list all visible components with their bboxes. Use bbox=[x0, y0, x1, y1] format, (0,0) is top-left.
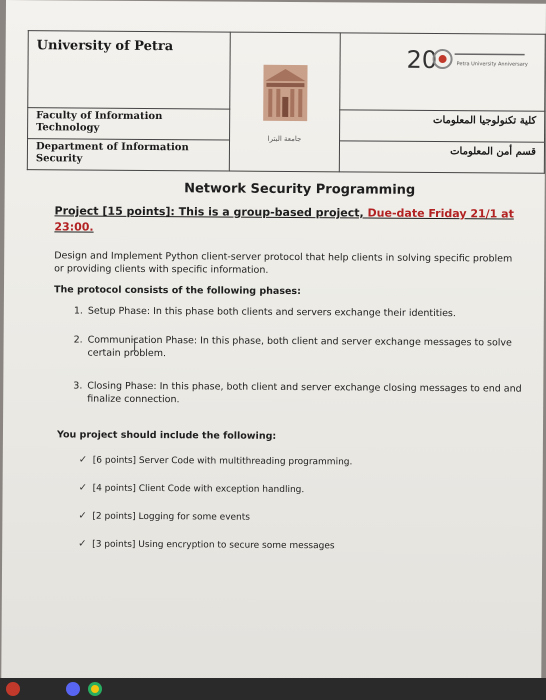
phase-text: Closing Phase: In this phase, both client and server exchange closing messages to end and finalize connection. bbox=[87, 380, 522, 406]
arabic-department: قسم أمن المعلومات bbox=[450, 146, 536, 158]
requirement-item bbox=[78, 511, 522, 525]
logo-caption: جامعة البترا bbox=[267, 134, 302, 144]
checkmark-icon: ✓ bbox=[78, 454, 88, 466]
app-icon[interactable] bbox=[6, 682, 20, 696]
discord-icon[interactable] bbox=[66, 682, 80, 696]
requirement-text: [3 points] Using encryption to secure some messages bbox=[92, 539, 335, 551]
taskbar bbox=[0, 678, 546, 700]
requirement-item bbox=[78, 539, 522, 553]
arabic-faculty-cell bbox=[340, 110, 545, 142]
anniversary-logo-icon bbox=[404, 44, 530, 75]
phase-number: 1. bbox=[73, 305, 83, 317]
phase-number: 3. bbox=[73, 380, 83, 392]
requirement-text: [6 points] Server Code with multithreading programming. bbox=[92, 455, 353, 467]
chrome-icon[interactable] bbox=[88, 682, 102, 696]
requirement-item bbox=[79, 483, 523, 497]
phase-item bbox=[73, 333, 523, 362]
requirement-text: [2 points] Logging for some events bbox=[92, 511, 251, 523]
project-label: Project [15 points]: This is a group-based project, bbox=[54, 204, 368, 220]
document-body bbox=[52, 180, 525, 569]
arabic-department-cell bbox=[339, 141, 544, 173]
phase-item bbox=[73, 379, 523, 408]
document-page bbox=[1, 0, 546, 692]
requirements-heading: You project should include the following: bbox=[56, 429, 277, 442]
logo-cell bbox=[229, 32, 340, 172]
arabic-faculty: كلية تكنولوجيا المعلومات bbox=[433, 114, 537, 127]
faculty-cell bbox=[28, 108, 230, 140]
faculty-name: Faculty of Information Technology bbox=[36, 110, 163, 134]
department-cell bbox=[27, 139, 229, 171]
checkmark-icon: ✓ bbox=[78, 482, 88, 494]
university-cell bbox=[28, 31, 231, 109]
university-name: University of Petra bbox=[36, 38, 174, 55]
anniversary-number: 20 bbox=[406, 45, 438, 75]
phase-text: Setup Phase: In this phase both clients and servers exchange their identities. bbox=[87, 305, 456, 320]
project-heading bbox=[54, 203, 524, 238]
requirement-item bbox=[79, 455, 523, 469]
intro-paragraph: Design and Implement Python client-server protocol that help clients in solving specific problem or providing clients with specific information. bbox=[54, 250, 513, 276]
anniversary-caption: Petra University Anniversary bbox=[456, 61, 528, 68]
requirement-text: [4 points] Client Code with exception handling. bbox=[92, 483, 305, 495]
checkmark-icon: ✓ bbox=[78, 538, 87, 550]
text-cursor-icon bbox=[132, 339, 138, 351]
checkmark-icon: ✓ bbox=[78, 510, 87, 522]
phase-number: 2. bbox=[73, 334, 83, 346]
phases-heading: The protocol consists of the following phases: bbox=[53, 284, 301, 298]
department-name: Department of Information Security bbox=[35, 141, 189, 165]
due-date: Due-date Friday 21/1 at 23:00. bbox=[54, 206, 514, 234]
phase-item bbox=[74, 304, 524, 320]
phase-text: Communication Phase: In this phase, both client and server exchange messages to solve certain problem. bbox=[87, 334, 512, 360]
document-title: Network Security Programming bbox=[184, 181, 416, 198]
header-table bbox=[27, 30, 546, 174]
petra-treasury-logo-icon bbox=[260, 61, 310, 131]
anniversary-cell bbox=[340, 33, 546, 111]
